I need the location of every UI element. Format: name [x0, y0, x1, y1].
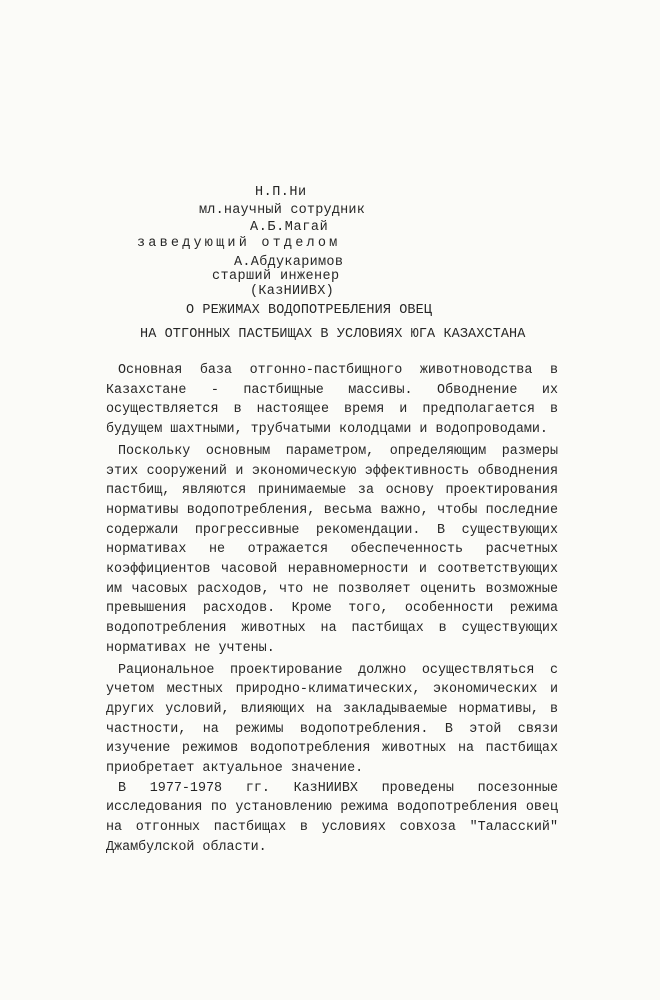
author-name-ni: Н.П.Ни	[255, 185, 307, 200]
paragraph-4: В 1977-1978 гг. КазНИИВХ проведены посезонные исследования по установлению режима водопотребления овец на отгонных пастбищах в условиях совхоза "Таласский" Джамбулской области.	[106, 780, 558, 855]
author-position-abdukarimov: старший инженер	[212, 269, 340, 284]
organization: (КазНИИВХ)	[250, 284, 335, 299]
article-body	[106, 361, 558, 858]
author-position-magai: заведующий отделом	[137, 236, 341, 251]
title-line-1: О РЕЖИМАХ ВОДОПОТРЕБЛЕНИЯ ОВЕЦ	[186, 303, 433, 318]
paragraph-2: Поскольку основным параметром, определяющим размеры этих сооружений и экономическую эффективность обводнения пастбищ, являются принимаемые за основу проектирования нормативы водопотребления, весьма важно, чтобы последние содержали прогрессивные рекомендации. В существующих нормативах не отражается обеспеченность расчетных коэффициентов часовой неравномерности и соответствующих им часовых расходов, что не позволяет оценить возможные превышения расходов. Кроме того, особенности режима водопотребления животных на пастбищах в существующих нормативах не учтены.	[106, 443, 558, 656]
author-name-abdukarimov: А.Абдукаримов	[234, 255, 344, 270]
paragraph-3: Рациональное проектирование должно осуществляться с учетом местных природно-климатических, экономических и других условий, влияющих на закладываемые нормативы, в частности, на режимы водопотребления. В этой связи изучение режимов водопотребления животных на пастбищах приобретает актуальное значение.	[106, 662, 558, 777]
author-position-ni: мл.научный сотрудник	[199, 203, 366, 218]
paragraph-1: Основная база отгонно-пастбищного животноводства в Казахстане - пастбищные массивы. Обводнение их осуществляется в настоящее время и предполагается в будущем шахтными, трубчатыми колодцами и водопроводами.	[106, 363, 558, 438]
title-line-2: НА ОТГОННЫХ ПАСТБИЩАХ В УСЛОВИЯХ ЮГА КАЗАХСТАНА	[140, 327, 526, 342]
author-name-magai: А.Б.Магай	[250, 220, 329, 235]
